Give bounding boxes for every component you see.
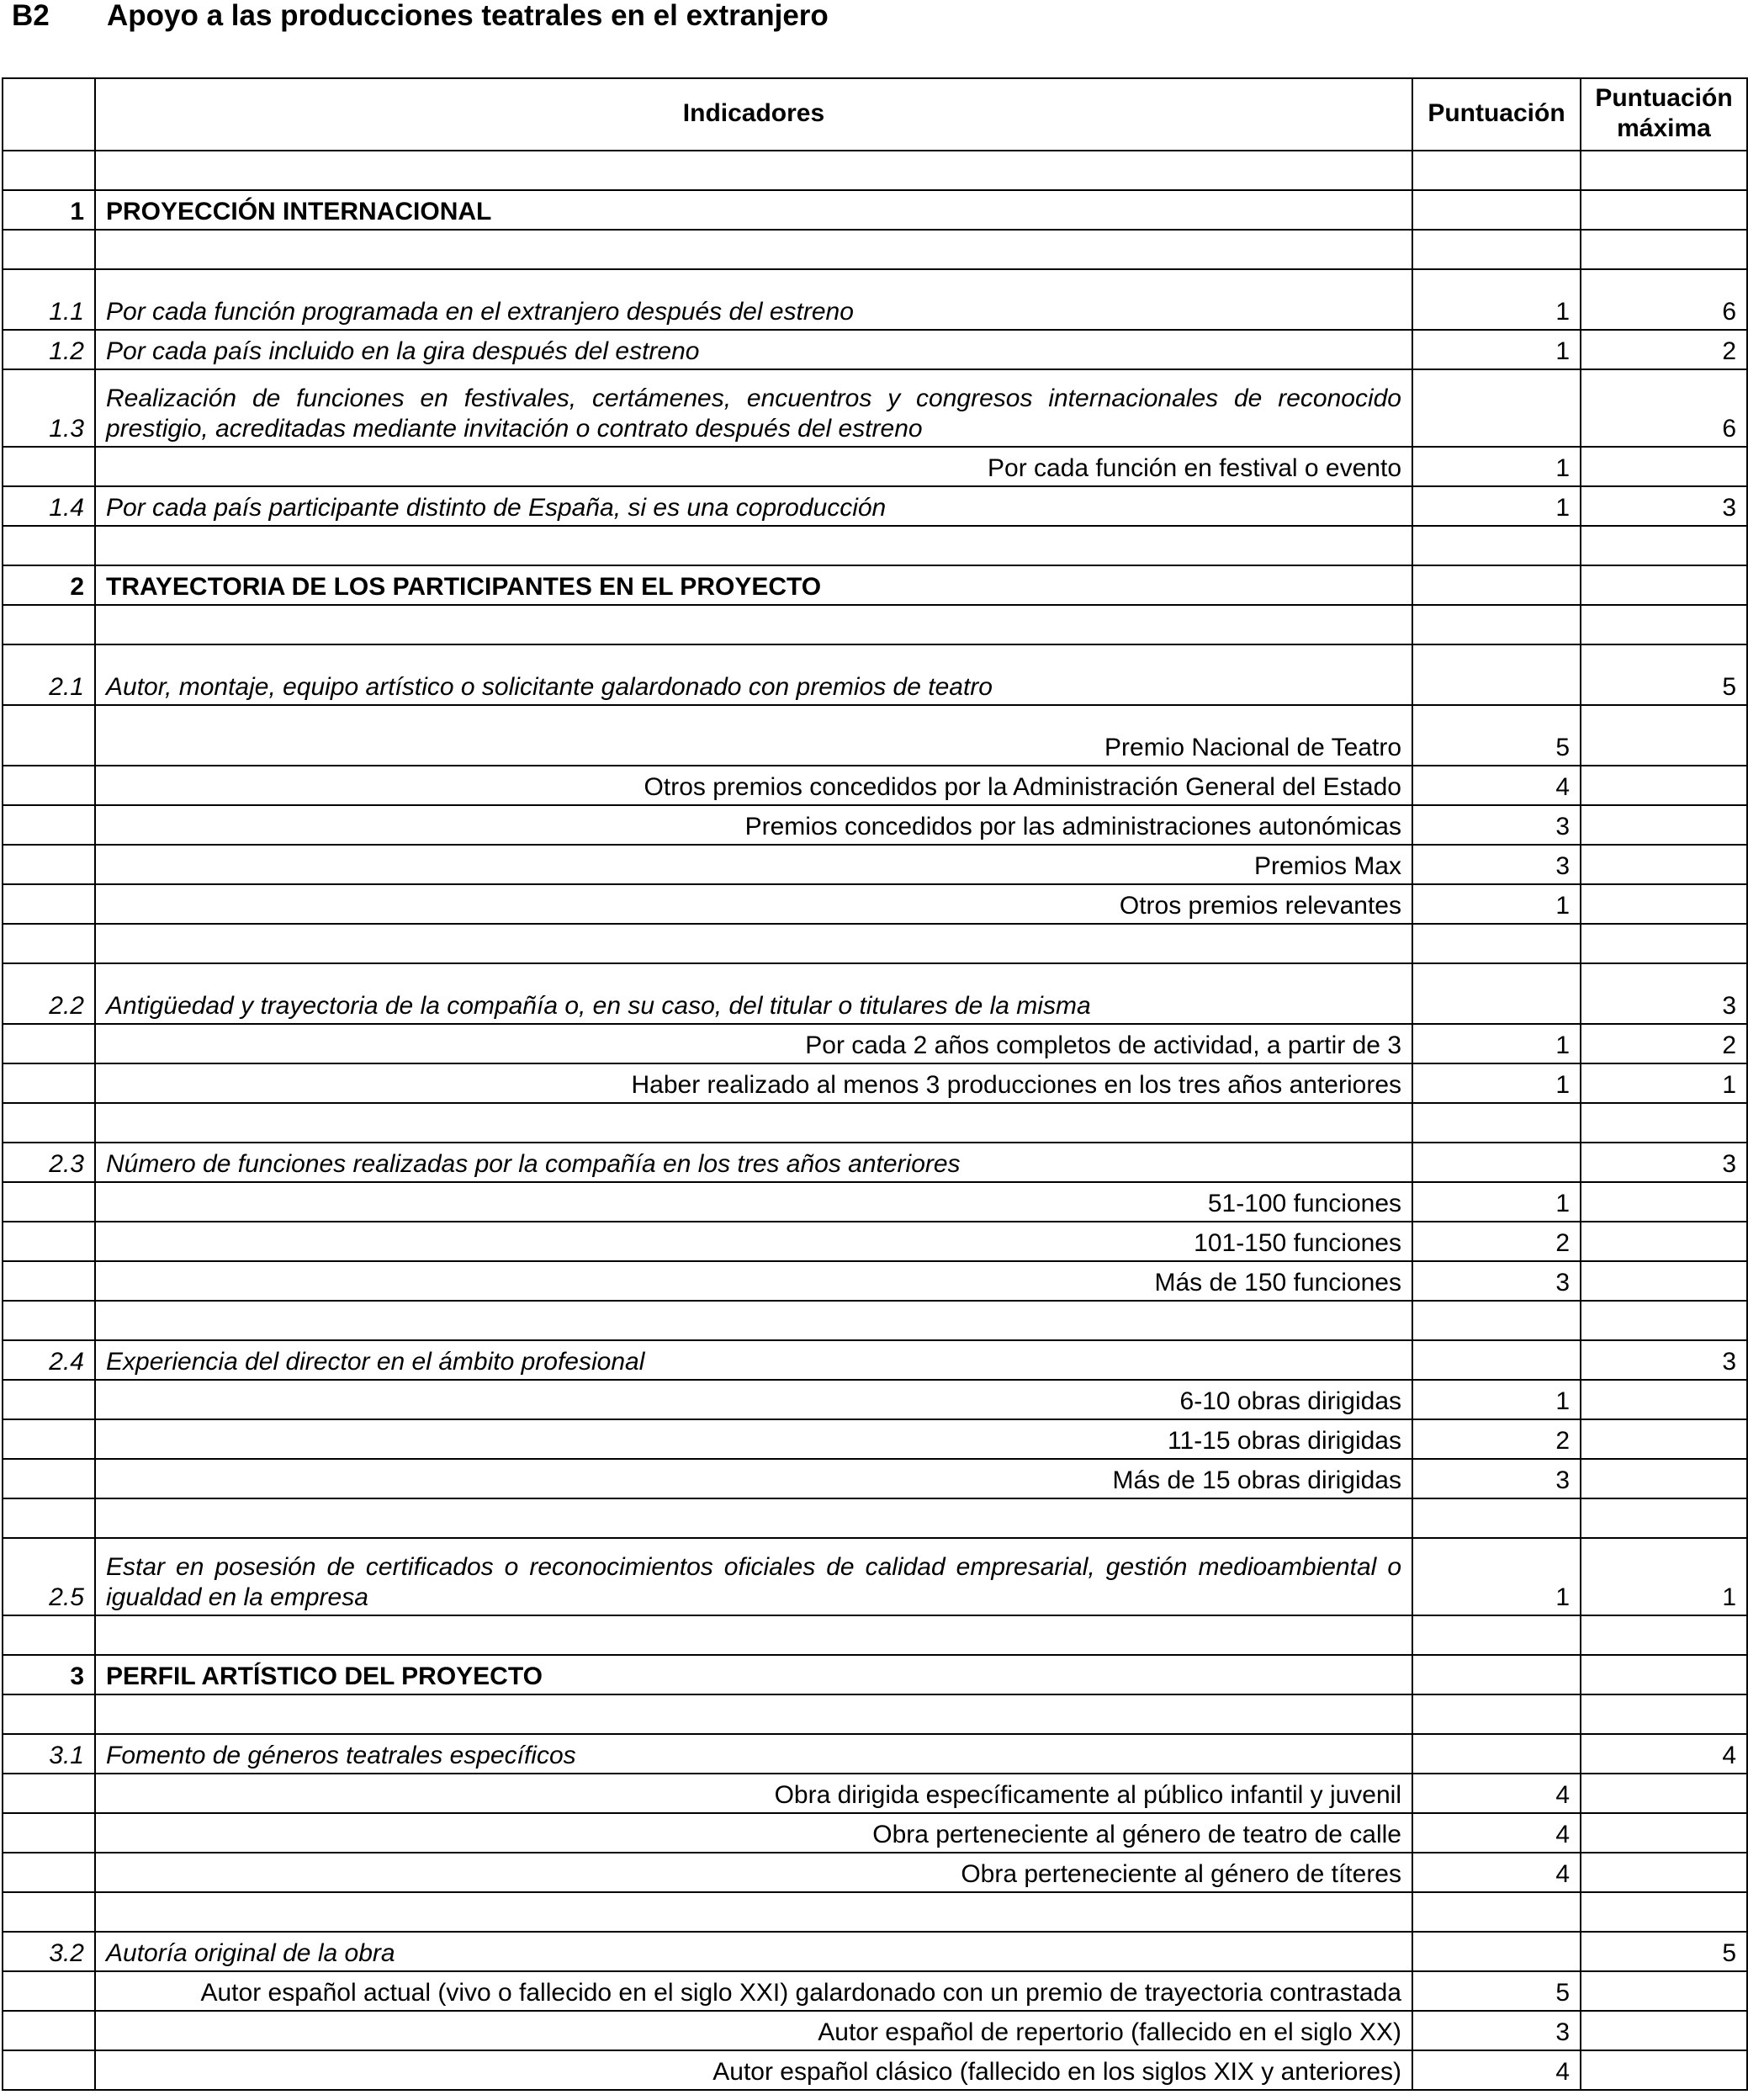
table-row [3,1734,1747,1774]
indicator-max-points [1581,565,1747,605]
table-row-empty [3,1301,1747,1340]
table-row [3,845,1747,884]
indicator-max-points [1581,1222,1747,1261]
indicator-max-points: 3 [1581,1340,1747,1380]
indicator-max-points [1581,1459,1747,1498]
table-row [3,805,1747,845]
indicator-number [3,1380,95,1419]
indicator-description: Obra perteneciente al género de títeres [95,1853,1412,1892]
table-row-empty [3,924,1747,963]
indicator-points: 4 [1412,2050,1581,2090]
indicator-description: Por cada función programada en el extranjero después del estreno [95,269,1412,330]
table-row [3,1380,1747,1419]
table-row [3,1932,1747,1971]
indicator-description: PERFIL ARTÍSTICO DEL PROYECTO [95,1655,1412,1694]
indicator-points [1412,1301,1581,1340]
indicator-points: 3 [1412,845,1581,884]
indicator-points [1412,190,1581,230]
table-row-empty [3,1694,1747,1734]
table-row [3,1459,1747,1498]
indicator-description: Obra perteneciente al género de teatro de calle [95,1813,1412,1853]
indicator-points: 4 [1412,1774,1581,1813]
indicator-description: Otros premios relevantes [95,884,1412,924]
table-row [3,2011,1747,2050]
document-heading [0,0,1748,34]
table-row-empty [3,1103,1747,1143]
table-row [3,2050,1747,2090]
indicator-description: Más de 150 funciones [95,1261,1412,1301]
table-row [3,190,1747,230]
indicator-number [3,230,95,269]
table-row [3,963,1747,1024]
indicator-max-points [1581,884,1747,924]
indicator-number [3,805,95,845]
indicator-max-points [1581,1655,1747,1694]
indicator-number [3,924,95,963]
header-points: Puntuación [1412,78,1581,151]
indicator-max-points [1581,1498,1747,1538]
indicator-max-points [1581,190,1747,230]
table-row [3,766,1747,805]
indicator-number [3,1615,95,1655]
indicator-description: Autor, montaje, equipo artístico o solicitante galardonado con premios de teatro [95,644,1412,705]
indicator-max-points [1581,1615,1747,1655]
indicator-description: Por cada 2 años completos de actividad, a partir de 3 [95,1024,1412,1063]
indicator-description: Autor español de repertorio (fallecido en el siglo XX) [95,2011,1412,2050]
indicator-description: Por cada función en festival o evento [95,447,1412,486]
indicator-description: Número de funciones realizadas por la compañía en los tres años anteriores [95,1143,1412,1182]
indicator-description: Estar en posesión de certificados o reconocimientos oficiales de calidad empresarial, gestión medioambiental o igualdad en la empresa [95,1538,1412,1615]
indicator-description: Fomento de géneros teatrales específicos [95,1734,1412,1774]
indicator-points: 1 [1412,486,1581,526]
indicator-description: Por cada país participante distinto de España, si es una coproducción [95,486,1412,526]
indicator-points [1412,526,1581,565]
indicator-number: 1.1 [3,269,95,330]
indicator-description [95,605,1412,644]
table-row [3,1222,1747,1261]
table-row-empty [3,151,1747,190]
indicator-points [1412,1734,1581,1774]
indicator-number [3,1892,95,1932]
table-row [3,1063,1747,1103]
indicator-number [3,845,95,884]
indicator-number: 2.4 [3,1340,95,1380]
document-title: Apoyo a las producciones teatrales en el extranjero [107,0,829,32]
indicator-points [1412,1498,1581,1538]
indicator-number [3,1222,95,1261]
indicator-max-points: 4 [1581,1734,1747,1774]
indicator-points [1412,1615,1581,1655]
indicator-points: 4 [1412,1853,1581,1892]
indicator-points: 1 [1412,1538,1581,1615]
table-row [3,447,1747,486]
indicator-number [3,1774,95,1813]
indicator-description: TRAYECTORIA DE LOS PARTICIPANTES EN EL PROYECTO [95,565,1412,605]
indicator-points [1412,369,1581,447]
indicator-number: 3.1 [3,1734,95,1774]
indicator-points [1412,924,1581,963]
indicator-max-points: 5 [1581,1932,1747,1971]
indicator-number [3,151,95,190]
table-row [3,644,1747,705]
indicator-number [3,1498,95,1538]
indicator-description: 51-100 funciones [95,1182,1412,1222]
table-row [3,486,1747,526]
indicator-max-points: 5 [1581,644,1747,705]
indicator-points: 3 [1412,2011,1581,2050]
indicator-max-points [1581,526,1747,565]
indicator-number [3,1459,95,1498]
table-row [3,1774,1747,1813]
header-indicators: Indicadores [95,78,1412,151]
indicator-max-points: 2 [1581,1024,1747,1063]
table-row [3,1143,1747,1182]
indicator-points [1412,963,1581,1024]
table-header-row [3,78,1747,151]
indicator-description: Experiencia del director en el ámbito profesional [95,1340,1412,1380]
indicator-points: 4 [1412,766,1581,805]
indicator-description: Haber realizado al menos 3 producciones en los tres años anteriores [95,1063,1412,1103]
indicator-points: 1 [1412,1063,1581,1103]
indicator-description: Más de 15 obras dirigidas [95,1459,1412,1498]
indicator-max-points: 3 [1581,1143,1747,1182]
indicator-points [1412,1340,1581,1380]
indicator-points: 5 [1412,705,1581,766]
indicator-number [3,526,95,565]
indicator-number [3,447,95,486]
table-row [3,1853,1747,1892]
indicator-number [3,1971,95,2011]
indicator-description: Autoría original de la obra [95,1932,1412,1971]
indicator-description: Autor español actual (vivo o fallecido en el siglo XXI) galardonado con un premio de trayectoria contrastada [95,1971,1412,2011]
table-row [3,369,1747,447]
indicator-description: Realización de funciones en festivales, certámenes, encuentros y congresos internacionales de reconocido prestigio, acreditadas mediante invitación o contrato después del estreno [95,369,1412,447]
indicator-number: 1.4 [3,486,95,526]
indicator-max-points [1581,705,1747,766]
indicator-number [3,1261,95,1301]
indicator-max-points [1581,2050,1747,2090]
indicator-max-points [1581,845,1747,884]
indicator-number: 2.1 [3,644,95,705]
indicator-points [1412,1892,1581,1932]
indicator-number [3,1024,95,1063]
indicator-number [3,766,95,805]
indicator-number: 2 [3,565,95,605]
indicator-number [3,1182,95,1222]
indicator-number [3,1063,95,1103]
indicator-number: 1.2 [3,330,95,369]
indicator-max-points [1581,1261,1747,1301]
indicator-points: 5 [1412,1971,1581,2011]
indicator-number: 2.5 [3,1538,95,1615]
indicator-max-points [1581,1301,1747,1340]
indicator-number [3,1419,95,1459]
indicator-points [1412,644,1581,705]
indicator-points: 3 [1412,805,1581,845]
indicator-max-points [1581,1971,1747,2011]
indicator-points: 2 [1412,1222,1581,1261]
indicator-max-points: 6 [1581,269,1747,330]
indicator-max-points [1581,766,1747,805]
indicator-max-points [1581,924,1747,963]
table-row [3,1340,1747,1380]
indicator-max-points: 3 [1581,486,1747,526]
indicator-description: Premios concedidos por las administraciones autonómicas [95,805,1412,845]
indicator-description [95,1498,1412,1538]
indicator-points [1412,1655,1581,1694]
indicator-points: 4 [1412,1813,1581,1853]
indicator-number: 1 [3,190,95,230]
indicator-description: 6-10 obras dirigidas [95,1380,1412,1419]
table-row [3,565,1747,605]
indicator-max-points [1581,605,1747,644]
table-row [3,1261,1747,1301]
indicator-max-points [1581,447,1747,486]
indicator-number: 2.2 [3,963,95,1024]
indicator-points: 1 [1412,447,1581,486]
table-row [3,1538,1747,1615]
indicator-description [95,1103,1412,1143]
table-row [3,269,1747,330]
indicator-number [3,705,95,766]
indicator-description: Premios Max [95,845,1412,884]
indicator-description [95,230,1412,269]
indicator-number: 3.2 [3,1932,95,1971]
indicator-max-points [1581,230,1747,269]
indicator-points [1412,1103,1581,1143]
indicator-number [3,2011,95,2050]
table-row-empty [3,1498,1747,1538]
table-row-empty [3,605,1747,644]
header-max-points: Puntuación máxima [1581,78,1747,151]
section-code: B2 [12,0,50,32]
indicator-max-points [1581,1813,1747,1853]
table-row [3,330,1747,369]
indicator-points [1412,151,1581,190]
indicator-max-points: 1 [1581,1063,1747,1103]
table-row [3,1813,1747,1853]
table-row [3,1971,1747,2011]
indicator-number: 1.3 [3,369,95,447]
indicator-points: 3 [1412,1459,1581,1498]
indicator-points: 1 [1412,269,1581,330]
table-row [3,1182,1747,1222]
indicator-description [95,1301,1412,1340]
table-row-empty [3,1892,1747,1932]
indicator-description: 11-15 obras dirigidas [95,1419,1412,1459]
indicator-points: 2 [1412,1419,1581,1459]
scoring-table [2,77,1748,2091]
indicator-max-points [1581,1103,1747,1143]
indicator-max-points [1581,1694,1747,1734]
indicator-description: 101-150 funciones [95,1222,1412,1261]
table-row [3,705,1747,766]
indicator-description: Autor español clásico (fallecido en los siglos XIX y anteriores) [95,2050,1412,2090]
indicator-number [3,1694,95,1734]
indicator-max-points [1581,1419,1747,1459]
indicator-points: 3 [1412,1261,1581,1301]
indicator-points [1412,1932,1581,1971]
indicator-max-points: 6 [1581,369,1747,447]
table-row-empty [3,230,1747,269]
indicator-description: PROYECCIÓN INTERNACIONAL [95,190,1412,230]
indicator-max-points: 3 [1581,963,1747,1024]
table-row-empty [3,1615,1747,1655]
indicator-max-points [1581,2011,1747,2050]
indicator-description [95,151,1412,190]
indicator-max-points: 1 [1581,1538,1747,1615]
indicator-max-points [1581,1182,1747,1222]
indicator-points: 1 [1412,1024,1581,1063]
indicator-number: 3 [3,1655,95,1694]
table-row [3,1419,1747,1459]
indicator-description [95,526,1412,565]
indicator-number: 2.3 [3,1143,95,1182]
indicator-description: Otros premios concedidos por la Administración General del Estado [95,766,1412,805]
indicator-description [95,1694,1412,1734]
indicator-points: 1 [1412,1380,1581,1419]
indicator-max-points [1581,1892,1747,1932]
indicator-points [1412,605,1581,644]
indicator-description [95,1892,1412,1932]
indicator-max-points [1581,1380,1747,1419]
indicator-max-points [1581,1853,1747,1892]
indicator-max-points: 2 [1581,330,1747,369]
indicator-number [3,1813,95,1853]
indicator-description [95,924,1412,963]
indicator-number [3,1103,95,1143]
indicator-description: Obra dirigida específicamente al público infantil y juvenil [95,1774,1412,1813]
indicator-points [1412,565,1581,605]
indicator-points [1412,1694,1581,1734]
indicator-description: Antigüedad y trayectoria de la compañía o, en su caso, del titular o titulares de la misma [95,963,1412,1024]
indicator-description [95,1615,1412,1655]
table-row [3,884,1747,924]
indicator-number [3,1301,95,1340]
indicator-points: 1 [1412,884,1581,924]
table-row-empty [3,526,1747,565]
indicator-max-points [1581,151,1747,190]
indicator-number [3,1853,95,1892]
indicator-points [1412,1143,1581,1182]
table-row [3,1655,1747,1694]
indicator-number [3,605,95,644]
indicator-number [3,2050,95,2090]
indicator-points [1412,230,1581,269]
indicator-max-points [1581,1774,1747,1813]
indicator-number [3,884,95,924]
table-row [3,1024,1747,1063]
indicator-points: 1 [1412,1182,1581,1222]
indicator-description: Premio Nacional de Teatro [95,705,1412,766]
indicator-max-points [1581,805,1747,845]
header-number [3,78,95,151]
indicator-points: 1 [1412,330,1581,369]
indicator-description: Por cada país incluido en la gira después del estreno [95,330,1412,369]
